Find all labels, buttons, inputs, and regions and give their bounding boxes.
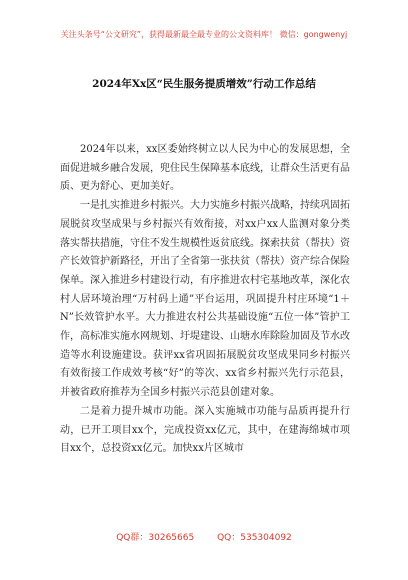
footer-qq: QQ：535304092 — [217, 533, 292, 543]
header-promo-note: 关注头条号“公文研究”，获得最新最全最专业的公文资料库！ 微信：gongwenyj — [60, 30, 348, 39]
paragraph-intro: 2024年以来，xx区委始终树立以人民为中心的发展思想，全面促进城乡融合发展，兜住民生保障基本底线，让群众生活更有品质、更为舒心、更加美好。 — [60, 144, 350, 193]
footer-contact — [0, 532, 408, 544]
document-body — [60, 141, 350, 459]
paragraph-rural-revitalization: 一是扎实推进乡村振兴。大力实施乡村振兴战略，持续巩固拓展脱贫攻坚成果与乡村振兴有效衔接，对xx户xx人监测对象分类落实帮扶措施，守住不发生规模性返贫底线。探索扶贫（帮扶）资产长效管护新路径，开出了全省第一张扶贫（帮扶）资产综合保险保单。深入推进乡村建设行动，有序推进农村宅基地改革，深化农村人居环境治理“万村码上通”平台运用，巩固提升村庄环境“1＋N”长效管护水平。大力推进农村公共基础设施“五位一体”管护工作，高标准实施水网规划、圩堤建设、山塘水库除险加固及节水改造等水利设施建设。获评xx省巩固拓展脱贫攻坚成果同乡村振兴有效衔接工作成效考核“好”的等次、xx省乡村振兴先行示范县，并被省政府推荐为全国乡村振兴示范县创建对象。 — [60, 200, 350, 399]
document-title: 2024年Xx区“民生服务提质增效”行动工作总结 — [92, 78, 316, 90]
paragraph-urban-function: 二是着力提升城市功能。深入实施城市功能与品质再提升行动，已开工项目xx个，完成投资xx亿元，其中，在建海绵城市项目xx个，总投资xx亿元。加快xx片区城市 — [60, 405, 350, 455]
footer-qq-group: QQ群：30265665 — [116, 533, 195, 543]
